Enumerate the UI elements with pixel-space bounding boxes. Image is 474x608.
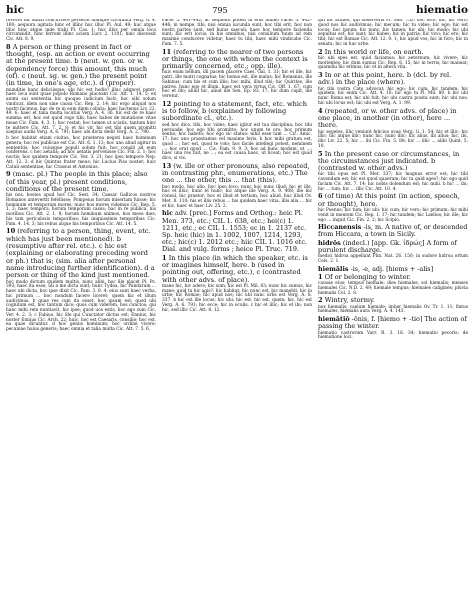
definition-text: pointing to a statement, fact, etc. which is to follow, b (explained by following subordinate cl., etc.).: [162, 99, 307, 123]
sense-number: 12: [162, 99, 172, 108]
entry-text: [hiems + -alis]: [386, 264, 434, 273]
sense-number: 3: [318, 71, 323, 80]
citation-paragraph: hiematio castrorum Varr. R. 3. 16. 34; hiematio pecoris; de hiematione loci.: [318, 330, 468, 341]
sense-number: 10: [6, 227, 16, 236]
citation-paragraph: hic tibi rostra Cato advocat; hic ego; hic cum; hic tandem; hic quidem; hic enim Cic. Att. 4. 10; hic ego tu Pl. Mil. 80. b hic ubi nunc Roma est; hic ubi fuit; hic ubi castra posita sunt; hic ubi nos; hic ubi locus est; hic ubi est Verg. A. 1. 99.: [318, 86, 468, 106]
entry-text: [prec.] Forms and Orthog.: heic Pl. Men. 373, etc.; CIL 1. 638, etc.; hei(c) 1. 1211, etc.; ec CIL 1. 1553; ec in 1. 2137 etc. Sp. heic (hic) in 1. 1002, 1007, 1214, 1293, etc.; hic(c) 1. 2012 etc.; hiic CIL 1. 1016 etc. Dial. and vulg. forms ; heice Pl. Truc. 719.: [162, 209, 307, 254]
entry-headword: hiemālis: [318, 264, 349, 273]
definition-text: In the present case or circumstances, in the circumstances just indicated. b (contrasted w. other advs.): [318, 149, 460, 173]
definition-text: Wintry, stormy.: [324, 296, 375, 305]
sense-definition: [162, 49, 312, 71]
citation-paragraph: revocet hic adfixi concurrere perserat undique circumita Verg. A. 4. 160; aequora agitata hinc et illinc huc illuc Pl. Aul. 49; huc atque illuc hinc atque inde trahi Pl. Cas. 1; huc illuc per omnia loca circumsidit, hinc ferrent illinc aciem Lucr. 2. 1101; hinc discessit Cic. Att. 8. 9.: [6, 19, 156, 42]
sense-number: 1: [162, 253, 167, 262]
citation-paragraph: sed hoc dico, tibi, hoc vides; haec igitur est tua disciplina; hoc tibi persuade; hoc ego tibi promitto; hoc unum te oro; hoc primum sentio; hoc habeto; hoc ego sic statuo: nihil esse tam ... Cic. Amic. 17; hoc uno praestamus vel maxime feris. b hoc mihi gratum est, quod ...; hoc est, quod te volo; hoc facile intellegi potest, neminem ...; hoc erat quod ... Cic. Fam. 9. 9. 3; hoc ad hunc modum, ut ...; haec una res fuit, ne ...; ea est causa haec, ut liceat; hoc est quod dico, si vis.: [162, 122, 312, 162]
page-number: 795: [212, 6, 228, 15]
citation-paragraph: b hoc habitat etiam ciuitas, hoc praeterea negoti haec hominum genera; hoc rei publicae est Cic. Att. 6. 1. 13; hoc uno aliud agitur in sententiis; hoc cuiusque populi solum fuit; hoc consili ad eum conferens. c hoc aetatis; ad hoc aetatis pervenisse Cic. Fin. 2. 1; hoc noctis; hoc quidem tempore Cic. Ver. 3. 21; hoc ipso tempore Nep. Att. 12. 2. d hic Quintus frater meus; hic Lucius Piso noster; huic Catuli sententiae; hic Crassus et Antonius.: [6, 136, 156, 170]
sense-definition: [162, 163, 312, 185]
sense-definition: [318, 193, 468, 208]
dictionary-entry: [318, 316, 468, 330]
dictionary-entry: [162, 210, 312, 253]
sense-definition: [318, 108, 468, 130]
entry-grammar: -is, -e, adj.: [350, 264, 385, 273]
citation-paragraph: munditie hanc deliciisque; ubi hic est hodie? illuc adgnovi pater; haec loca sunt quae populo Romano placeant Cic. Att. 1. 14. 5; ex animi sui sententia hic quoque iudicium facit; hoc sibi solum vindicat, idem non sine causa Cic. Rep. 2. 14; hic ergo aliquid nos nostri facimus, hac de re in eum diem collata; haec hactenus Liv. 22. 49. 6; haec et talia multa locutus Verg. A. 4. 36. hic est de re haec summa est, hoc est quod rogo tibi; haec habes de mutatione vitae meae Cic. Fam. 4. 3. 1; hoc restat; hoc tamen ut sciatis, tantum hinc te mittere Cic. Att. 7. 2. 8; et hic vir, hic est tibi quem promitti saepius audis Verg. A. 6. 791; haec ubi dicta dedit Verg. A. 2. 790.: [6, 87, 156, 136]
dictionary-entry: [318, 266, 468, 273]
sense-definition: [6, 228, 156, 279]
sense-definition: [162, 255, 312, 284]
text-columns: [6, 19, 468, 607]
entry-headword: hiemātiō: [318, 315, 350, 324]
definition-text: (referring to a person, thing, event, etc. which has just been mentioned). b (resumptive after rel. etc.). c hic est (explaining or elaborating preceding word or ph.) that is; (sim. alia after personal name introducing further identification). d a person or thing of the kind just mentioned.: [6, 227, 155, 280]
sense-definition: [318, 49, 468, 56]
entry-headword: Hiccanensis: [318, 223, 362, 232]
definition-text: Of or belonging to winter.: [324, 272, 411, 281]
definition-text: (masc. pl.) The people in this place; also (of this year, pl.) present conditions, conditions of the present time.: [6, 170, 148, 193]
entry-text: A form of purulent discharge.: [318, 238, 457, 254]
entry-text: A native of, or descended from Hiccara, a town in Sicily.: [318, 223, 468, 239]
sense-number: 4: [318, 106, 323, 115]
definition-text: In this world or life, on earth.: [324, 47, 424, 56]
dictionary-entry: [318, 240, 468, 254]
entry-headword: hidrōs: [318, 238, 341, 247]
definition-text: In this place (in which the speaker, etc. is or imagines himself, here. b (used in pointing out, offering, etc.), c (contrasted with other advs. of place).: [162, 253, 308, 284]
sense-number: 1: [318, 272, 323, 281]
entry-grammar: (indecl.) [app. Gk. ἱδρώς]: [342, 238, 425, 247]
sense-number: 11: [162, 47, 172, 56]
sense-definition: [6, 171, 156, 193]
entry-text: [hiemo + -tio] The action of passing the winter.: [318, 315, 467, 331]
citation-paragraph: hic segetes, illic veniunt felicius uvae Verg. G. 1. 54; hic et illic; hic illic; hic atque illic; nunc hic, nunc illic; hic alius, ibi alius; hic, ibi, illic Liv. 22. 5; hic ... ibi Cic. Fin. 5. 88; hic ... illic ... alibi Quint. 5. 10.: [318, 129, 468, 149]
entry-grammar: -ōnis, f.: [351, 315, 376, 324]
sense-number: 8: [6, 42, 11, 51]
citation-paragraph: huic enim bellum, illi pacem placere Caes. Gal. 1. 31; hic et ille, hic patri, ille matri cognatus; hic bonus est, ille malus; hic Romanus, ille Sabinus; cum his et cum illis; hoc mihi, illud tibi; hic Quirites, ille patres. hunc ego et illum. haec est vera virtus Cic. Off. 1. 67; cum hoc et illo; aliud hic, aliud ille Sen. Ep. 83. 17; hic dum cupit, ille veretur.: [162, 70, 312, 100]
citation-paragraph: nox hiemalis; caelum hiemale; imber hiemalis Ov. Tr. 1. 11; flatus hiemales; hiemalis aura Verg. A. 4. 143.: [318, 304, 468, 315]
sense-definition: [318, 297, 468, 304]
sense-definition: [6, 44, 156, 88]
citation-paragraph: Pacer 5. 441–442; ac sequenti potest in eius animo Pacer 5. 442–446; in nempe, tibi, nisi omnia iucunda sunt, hoc tibi erit, hoc non nostri partes sunt, sed huius saeculi; haec hoc tempore facienda sunt; hic erit locus; in his omnibus, nisi consilium tuum ad rem maxime conducere videtur; haec tu tibi, haec mihi vindicabo Cic. Fam. 7. 5.: [162, 19, 312, 47]
citation-paragraph: his nos. hostes apud hos Cic. Sest. 34; Caesar Gallicos nostros Romanos antevertit fefellisse; Pompeius horum miseriam fuisse; hic hominum et temporum mores; nunc hos mores videmus Cic. Rep. 5. 1. 2; haec tempora, horum temporum casus; hac in re publica, his moribus Cic. Att. 2. 1. 8; horum hominum animos, hos meos dies; his tam periculosis temporibus; his iniquissimis temporibus Cic. Fam. 4. 14. 3; his rebus atque his temporibus Cic. Att. 14. 5.: [6, 193, 156, 227]
sense-number: 13: [162, 161, 172, 170]
definition-text: (referring to the nearer of two persons or things, the one with whom the context is primarily concerned, etc.; opp. ille).: [162, 47, 308, 71]
column-right: [318, 19, 468, 607]
column-left: [6, 19, 156, 607]
sense-number: 2: [318, 296, 323, 305]
citation-paragraph: hic Poenus; hic tum; hic ubi; hic cum; hic vero; hic primum; hic mihi venit in mentem Cic. Rep. 1. 17; hic tandem; hic Laelius; hic ille; hic ego ... inquit Cic. Fin. 2. 2; hic Scipio.: [318, 208, 468, 223]
sense-number: 9: [6, 170, 11, 179]
sense-number: 2: [318, 47, 323, 56]
running-head-left: hic: [6, 4, 25, 16]
citation-paragraph: medici hidroa appellant Plin. Nat. 26. 150; in sudore hidroa ortum Cels. 2. 1.: [318, 254, 468, 264]
citation-paragraph: causae eius; tempus hiemale; dies hiemales; sol hiemalis; menses hiemales Cic. N.D. 2. 49; hiemale tempus; hiemales caligines; pluvia hiemalis Col. 2. 8.: [318, 281, 468, 296]
entry-grammar: -is, m.: [363, 223, 384, 232]
page-header: [6, 4, 468, 16]
definition-text: (repeated, or w. other advs. of place) in one place, in another (in other), here ... there.: [318, 106, 457, 130]
citation-paragraph: mane hic, hic adero; hic sum; hic est Pl. Mil. 83; nunc hic sumus, hic mane; quid tu hic agis?; hic habitat; hic nunc est, hic manebit; hic in urbe; hic Romae; hic apud nos; hic ubi nunc urbs est Verg. A. 8. 337. b hic est ille locus; hic ubi; hic est, hic est, quem; hic, hic est Verg. A. 6. 791; hic ecce; hic in oculis. c hic et illic; hic et ibi; non hic, sed illic Cic. Att. 8. 12.: [162, 283, 312, 313]
dictionary-entry: [318, 224, 468, 238]
entry-headword: hic: [162, 209, 173, 218]
citation-paragraph: qui hic attinet, qui observeris Pl. Mer. 752; hoc loco, hic, hic vero; quod nos hic audivimus; hic mecum; hic tu vides; hic ego; hic est locus; hoc ipsum; hic nunc, hic tamen; hic ubi; hic modo; hic ubi sepultus est; hic sunt; hic habes; hic in patria; hic vivo; hic ero; hic tibi; hic est Romae Cic. Att. 12. 9. 1; hic apud vos; hic in foro; hic in senatu; hic in hac urbe.: [318, 19, 468, 47]
citation-paragraph: hic tibi opus est Pl. Mer. 337; hic magnus error est; hic tibi cavendum est; hic est quod quaeram; hic tu quid ages?; hic ego quid faciam Cic. Att. 7. 14; hic nobis dolendum est; hic mihi. b hic ... ibi; hic ... tum; hic ... illic Cic. Att. 10. 4.: [318, 172, 468, 192]
column-middle: [162, 19, 312, 607]
sense-definition: [318, 151, 468, 173]
sense-number: 5: [318, 149, 323, 158]
citation-paragraph: hoc modo, hoc alio, hoc ipso loco; nunc hoc nunc illud; hic et ille, huc et illuc; hunc et hunc; hic atque ille Verg. A. 9. 408; ille hic consul, hic praetor; hoc et illud et tertium; huc aliud, huc illud Ov. Met. 8. 110; his et illis rebus ... his quidem haec vitia, illis alia ... hic et hic, haec et haec Liv. 25. 2.: [162, 184, 312, 209]
definition-text: (w. ille or other pronouns, also repeated, in contrasting phr., enumerations, etc.) The one ... the other, this ... that (this).: [162, 161, 310, 185]
sense-definition: [318, 274, 468, 281]
citation-paragraph: hoc modo dictum quidem multis, nunc alibi. hoc ille placet Pl. Ps. 393; haec ita esse, uti a me dicta sunt; hunc Tydea, hic Pandarum ... haec ubi dicta, hoc ipse dixit Cic. Fam. 3. 8. 4; eius sunt haec verba, hic primum ... hoc nondum facere liceret; quem hic et illum audivimus. b quae res cum ita esset, hoc ipsum est; quod ubi cognitum est, hoc tantum dico; quos cum viderem, hos cunctos; qui hanc mihi rem nuntiavit, hic ipse; quod uos estis, hoc ego sum Cic. Ver. 4. 2. 3; c Fabius, hic ille qui Cunctator dictus est; Ennius, hic noster Ennius Cic. Arch. 22; huic, hoc est Caesaris, consilio; hoc est, ea quae dicuntur. d hoc genus hominum; hoc ordine vivere; pecuniae huius generis; haec omnia et talia multa Cic. Att. 7. 5. 6.: [6, 279, 156, 332]
definition-text: A person or thing present in fact or thought, (esp. an action or event occurring at the present time. b (neut. w. gen. or w. dependency force) this amount, this much (of). c (neut. sg. w. gen.) the present point (in time, in one's age, etc.). d (proper).: [6, 42, 150, 88]
sense-definition: [162, 101, 312, 123]
running-head-right: hiematio: [415, 4, 468, 16]
citation-paragraph: hic ubi spes est, quid faciamus; hic aeternum; hic vivere; hic morientes; hic dum sumus Cic. Rep. 6. 15; hic in terris; hic maneat; quamdiu hic erimus; hic et in altera vita.: [318, 55, 468, 71]
sense-number: 6: [318, 192, 323, 201]
definition-text: (of time) At this point (in action, speech, or thought), here.: [318, 192, 460, 208]
entry-grammar: adv.: [175, 209, 188, 218]
definition-text: In or at this point, here. b (dcl. by rel. adv.) in the place (where).: [318, 71, 452, 87]
sense-definition: [318, 72, 468, 87]
